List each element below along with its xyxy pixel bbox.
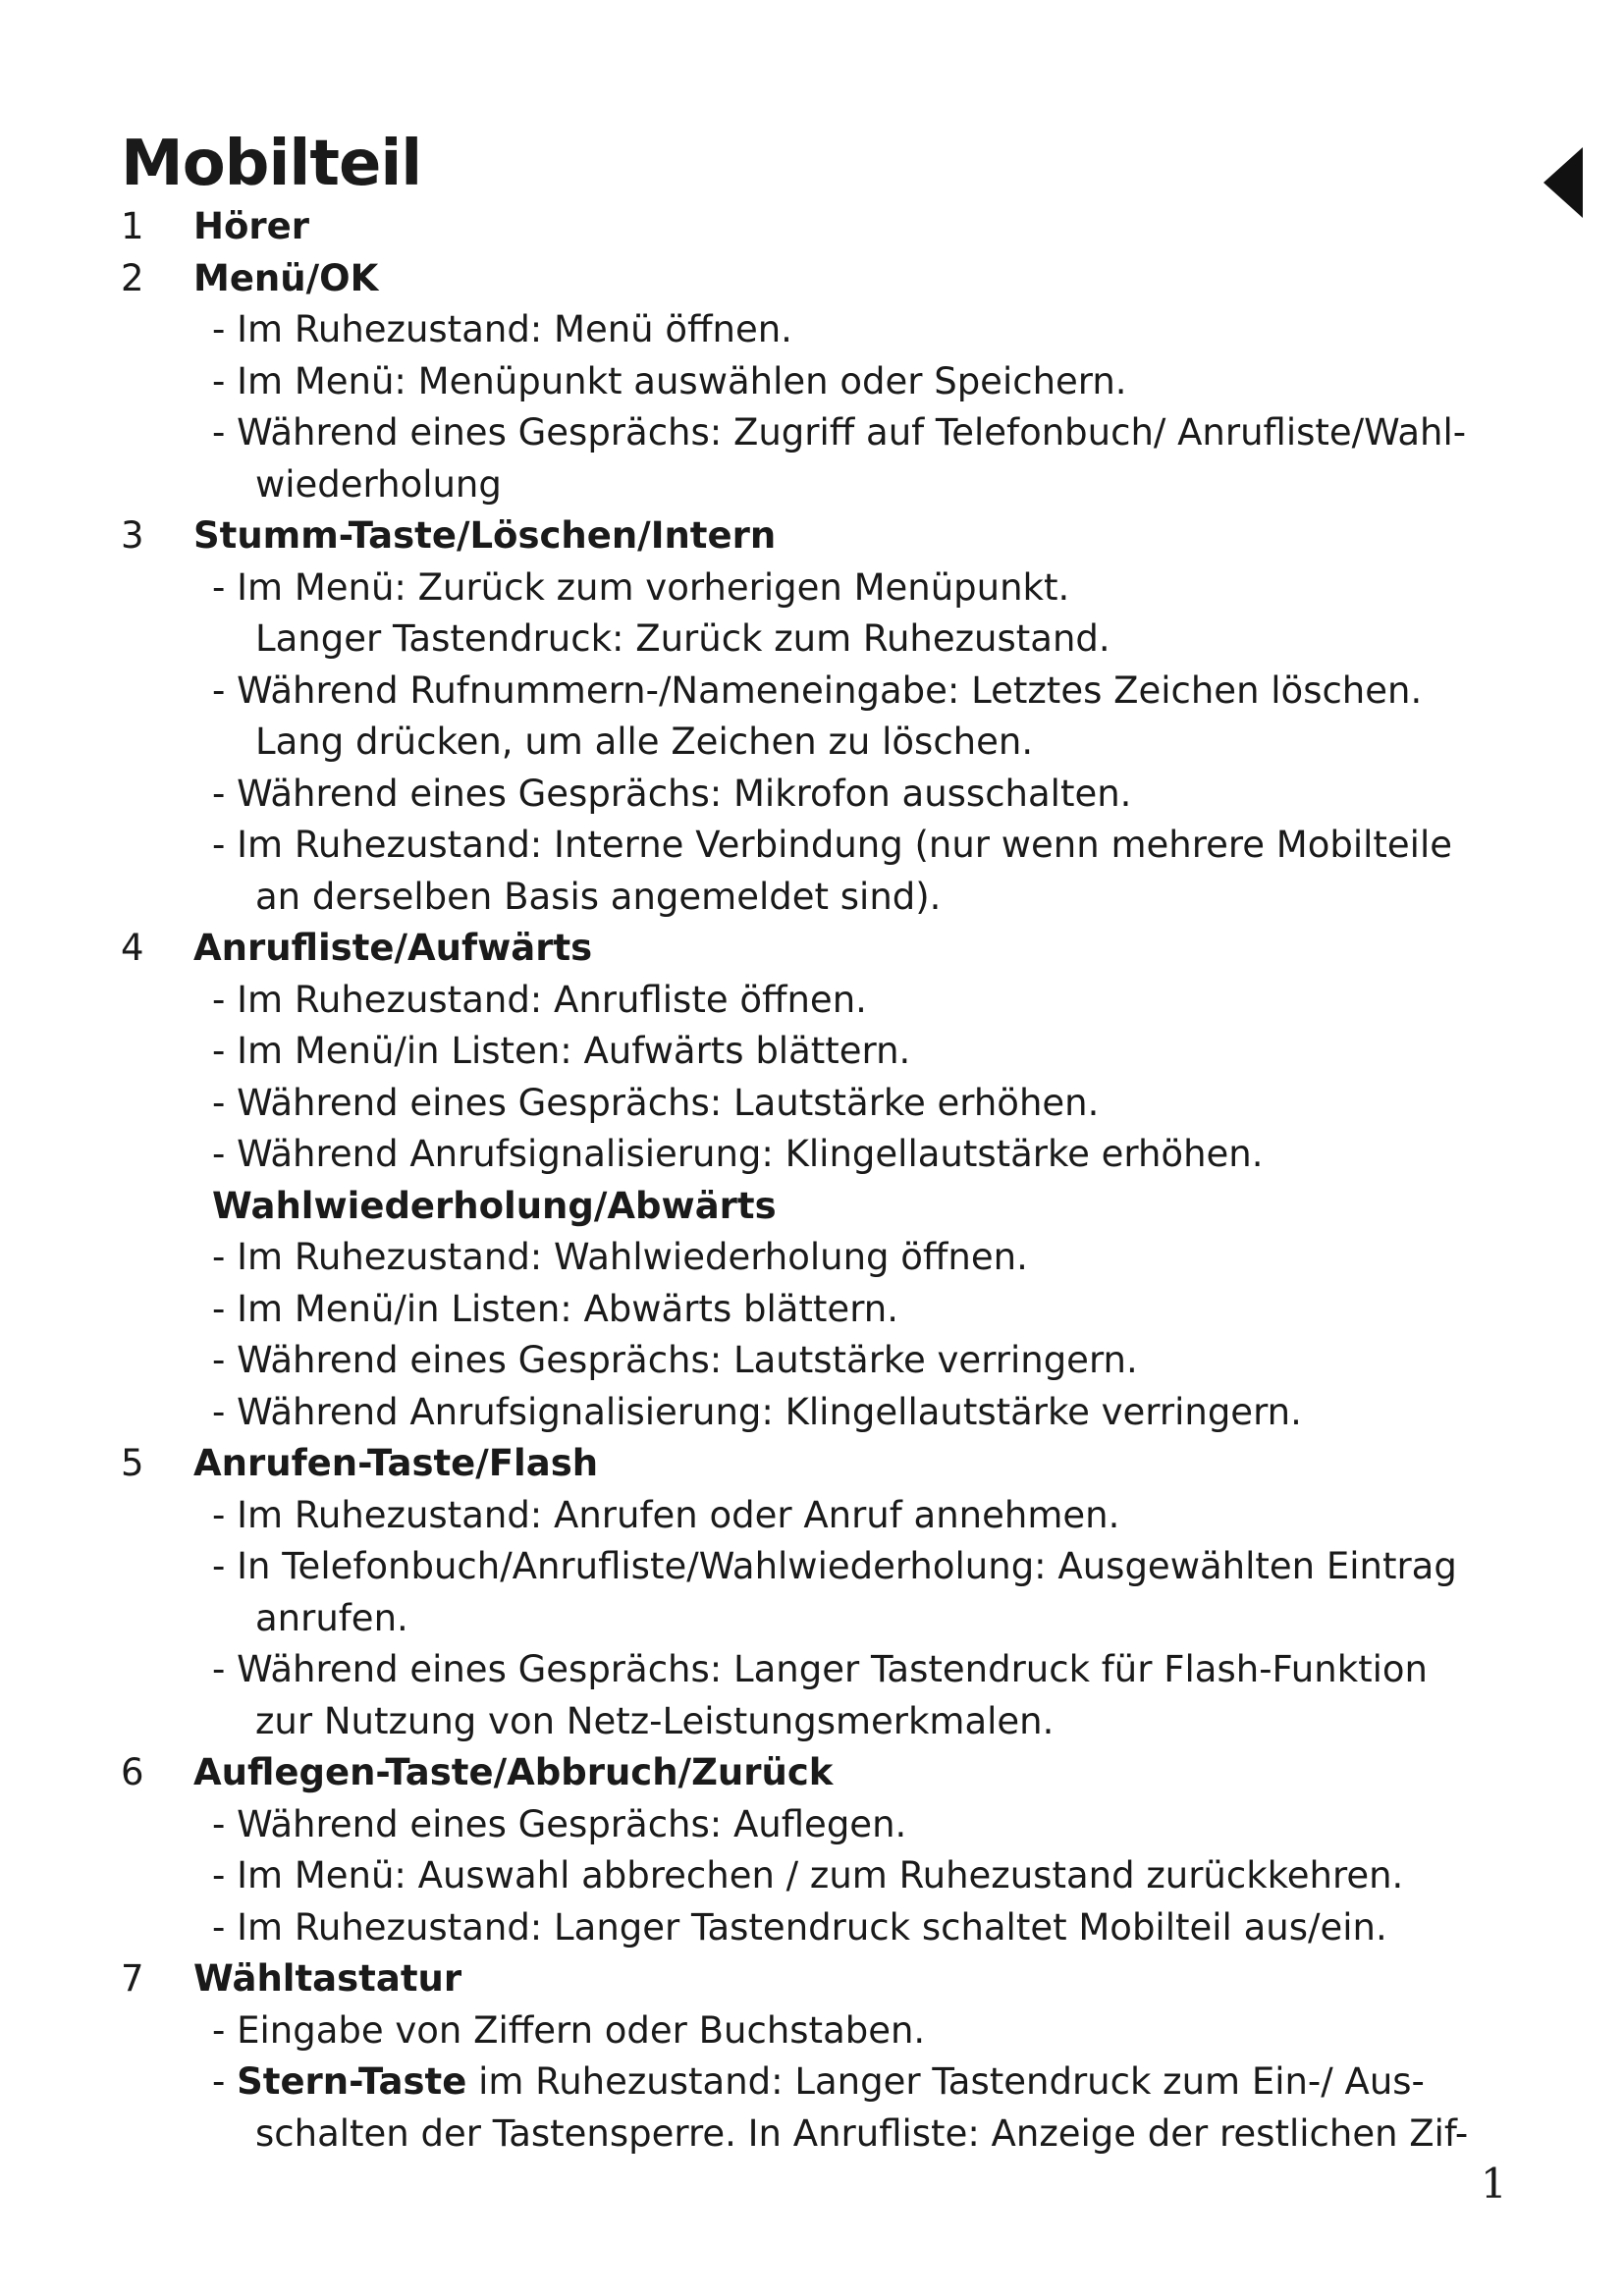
item-text: - Im Ruhezustand: Anrufen oder Anruf annehmen. (212, 1493, 1120, 1536)
item-text: - Im Ruhezustand: Langer Tastendruck schaltet Mobilteil aus/ein. (212, 1905, 1387, 1949)
list-item (0, 2056, 1624, 2109)
list-item-continuation (0, 872, 1624, 924)
list-item (0, 1026, 1624, 1078)
list-item (0, 2005, 1624, 2057)
sub-section (0, 1181, 1624, 1233)
section-number: 7 (121, 1957, 144, 2000)
list-item-continuation (0, 717, 1624, 769)
list-item (0, 666, 1624, 718)
sub-section-heading: Wahlwiederholung/Abwärts (212, 1184, 777, 1227)
page-number: 1 (1481, 2160, 1507, 2208)
section-number: 6 (121, 1751, 144, 1793)
list-item (0, 1644, 1624, 1696)
item-text: - Während Rufnummern-/Nameneingabe: Letztes Zeichen löschen. (212, 668, 1423, 712)
item-text: - Während Anrufsignalisierung: Klingellautstärke verringern. (212, 1390, 1302, 1433)
section-5 (0, 1438, 1624, 1490)
list-item (0, 356, 1624, 408)
section-7 (0, 1953, 1624, 2005)
list-item (0, 1284, 1624, 1336)
item-text: Lang drücken, um alle Zeichen zu löschen. (255, 721, 1034, 763)
item-text: - Im Ruhezustand: Wahlwiederholung öffnen. (212, 1236, 1028, 1278)
section-2 (0, 253, 1624, 305)
item-text: - Im Menü: Menüpunkt auswählen oder Speichern. (212, 359, 1127, 402)
section-heading: Hörer (193, 205, 309, 247)
list-item (0, 1850, 1624, 1902)
section-heading: Auflegen-Taste/Abbruch/Zurück (193, 1751, 834, 1793)
item-text: - Im Menü/in Listen: Aufwärts blättern. (212, 1030, 911, 1072)
section-4 (0, 923, 1624, 975)
list-item-continuation (0, 2109, 1624, 2161)
section-heading: Wähltastatur (193, 1957, 462, 2000)
item-text: - Während eines Gesprächs: Auflegen. (212, 1802, 907, 1845)
item-text: Langer Tastendruck: Zurück zum Ruhezustand. (255, 617, 1110, 660)
item-text: zur Nutzung von Netz-Leistungsmerkmalen. (255, 1699, 1055, 1742)
item-text: - Während eines Gesprächs: Zugriff auf Telefonbuch/ Anrufliste/Wahl- (212, 411, 1467, 454)
item-text: anrufen. (255, 1596, 408, 1639)
item-text: - Während eines Gesprächs: Mikrofon ausschalten. (212, 772, 1132, 815)
list-item (0, 975, 1624, 1027)
item-text: - Während eines Gesprächs: Lautstärke erhöhen. (212, 1081, 1100, 1124)
section-number: 4 (121, 927, 144, 969)
list-item (0, 1129, 1624, 1181)
item-text: - In Telefonbuch/Anrufliste/Wahlwiederholung: Ausgewählten Eintrag (212, 1545, 1457, 1587)
list-item-continuation (0, 614, 1624, 666)
item-rest: im Ruhezustand: Langer Tastendruck zum Ein-/ Aus- (466, 2060, 1425, 2103)
list-item (0, 1232, 1624, 1284)
section-6 (0, 1747, 1624, 1799)
item-text: - Im Menü/in Listen: Abwärts blättern. (212, 1287, 898, 1330)
list-item (0, 1078, 1624, 1130)
item-text: - Eingabe von Ziffern oder Buchstaben. (212, 2008, 926, 2052)
section-heading: Anrufliste/Aufwärts (193, 927, 593, 969)
item-text: - Während Anrufsignalisierung: Klingellautstärke erhöhen. (212, 1133, 1264, 1175)
item-text (212, 2056, 1425, 2109)
section-number: 1 (121, 205, 144, 247)
page-title: Mobilteil (121, 128, 422, 200)
list-item (0, 820, 1624, 872)
list-item-continuation (0, 459, 1624, 511)
list-item (0, 1799, 1624, 1851)
section-heading: Menü/OK (193, 256, 379, 299)
section-heading: Stumm-Taste/Löschen/Intern (193, 514, 777, 557)
list-item-continuation (0, 1593, 1624, 1645)
item-text: - Im Ruhezustand: Anrufliste öffnen. (212, 978, 867, 1021)
list-item (0, 407, 1624, 459)
list-item (0, 1490, 1624, 1542)
item-text: - Im Ruhezustand: Interne Verbindung (nur wenn mehrere Mobilteile (212, 824, 1453, 866)
item-text: wiederholung (255, 462, 502, 506)
list-item (0, 1541, 1624, 1593)
section-1 (0, 201, 1624, 253)
list-item (0, 1335, 1624, 1387)
item-text: - Im Ruhezustand: Menü öffnen. (212, 308, 792, 350)
item-emphasis: Stern-Taste (237, 2060, 467, 2103)
list-item-continuation (0, 1696, 1624, 1748)
item-text: - Während eines Gesprächs: Langer Tastendruck für Flash-Funktion (212, 1648, 1429, 1690)
item-text: - Im Menü: Zurück zum vorherigen Menüpunkt. (212, 565, 1070, 609)
section-heading: Anrufen-Taste/Flash (193, 1442, 599, 1484)
key-description-list (0, 201, 1624, 2160)
section-number: 2 (121, 256, 144, 299)
list-item (0, 769, 1624, 821)
item-text: - Im Menü: Auswahl abbrechen / zum Ruhezustand zurückkehren. (212, 1854, 1404, 1896)
list-item (0, 562, 1624, 614)
list-item (0, 1902, 1624, 1954)
item-prefix: - (212, 2060, 238, 2103)
item-text: an derselben Basis angemeldet sind). (255, 875, 942, 918)
list-item (0, 304, 1624, 356)
list-item (0, 1387, 1624, 1439)
section-3 (0, 510, 1624, 562)
item-text: schalten der Tastensperre. In Anrufliste: Anzeige der restlichen Zif- (255, 2111, 1469, 2155)
section-number: 3 (121, 514, 144, 557)
item-text: - Während eines Gesprächs: Lautstärke verringern. (212, 1339, 1138, 1381)
section-number: 5 (121, 1442, 144, 1484)
